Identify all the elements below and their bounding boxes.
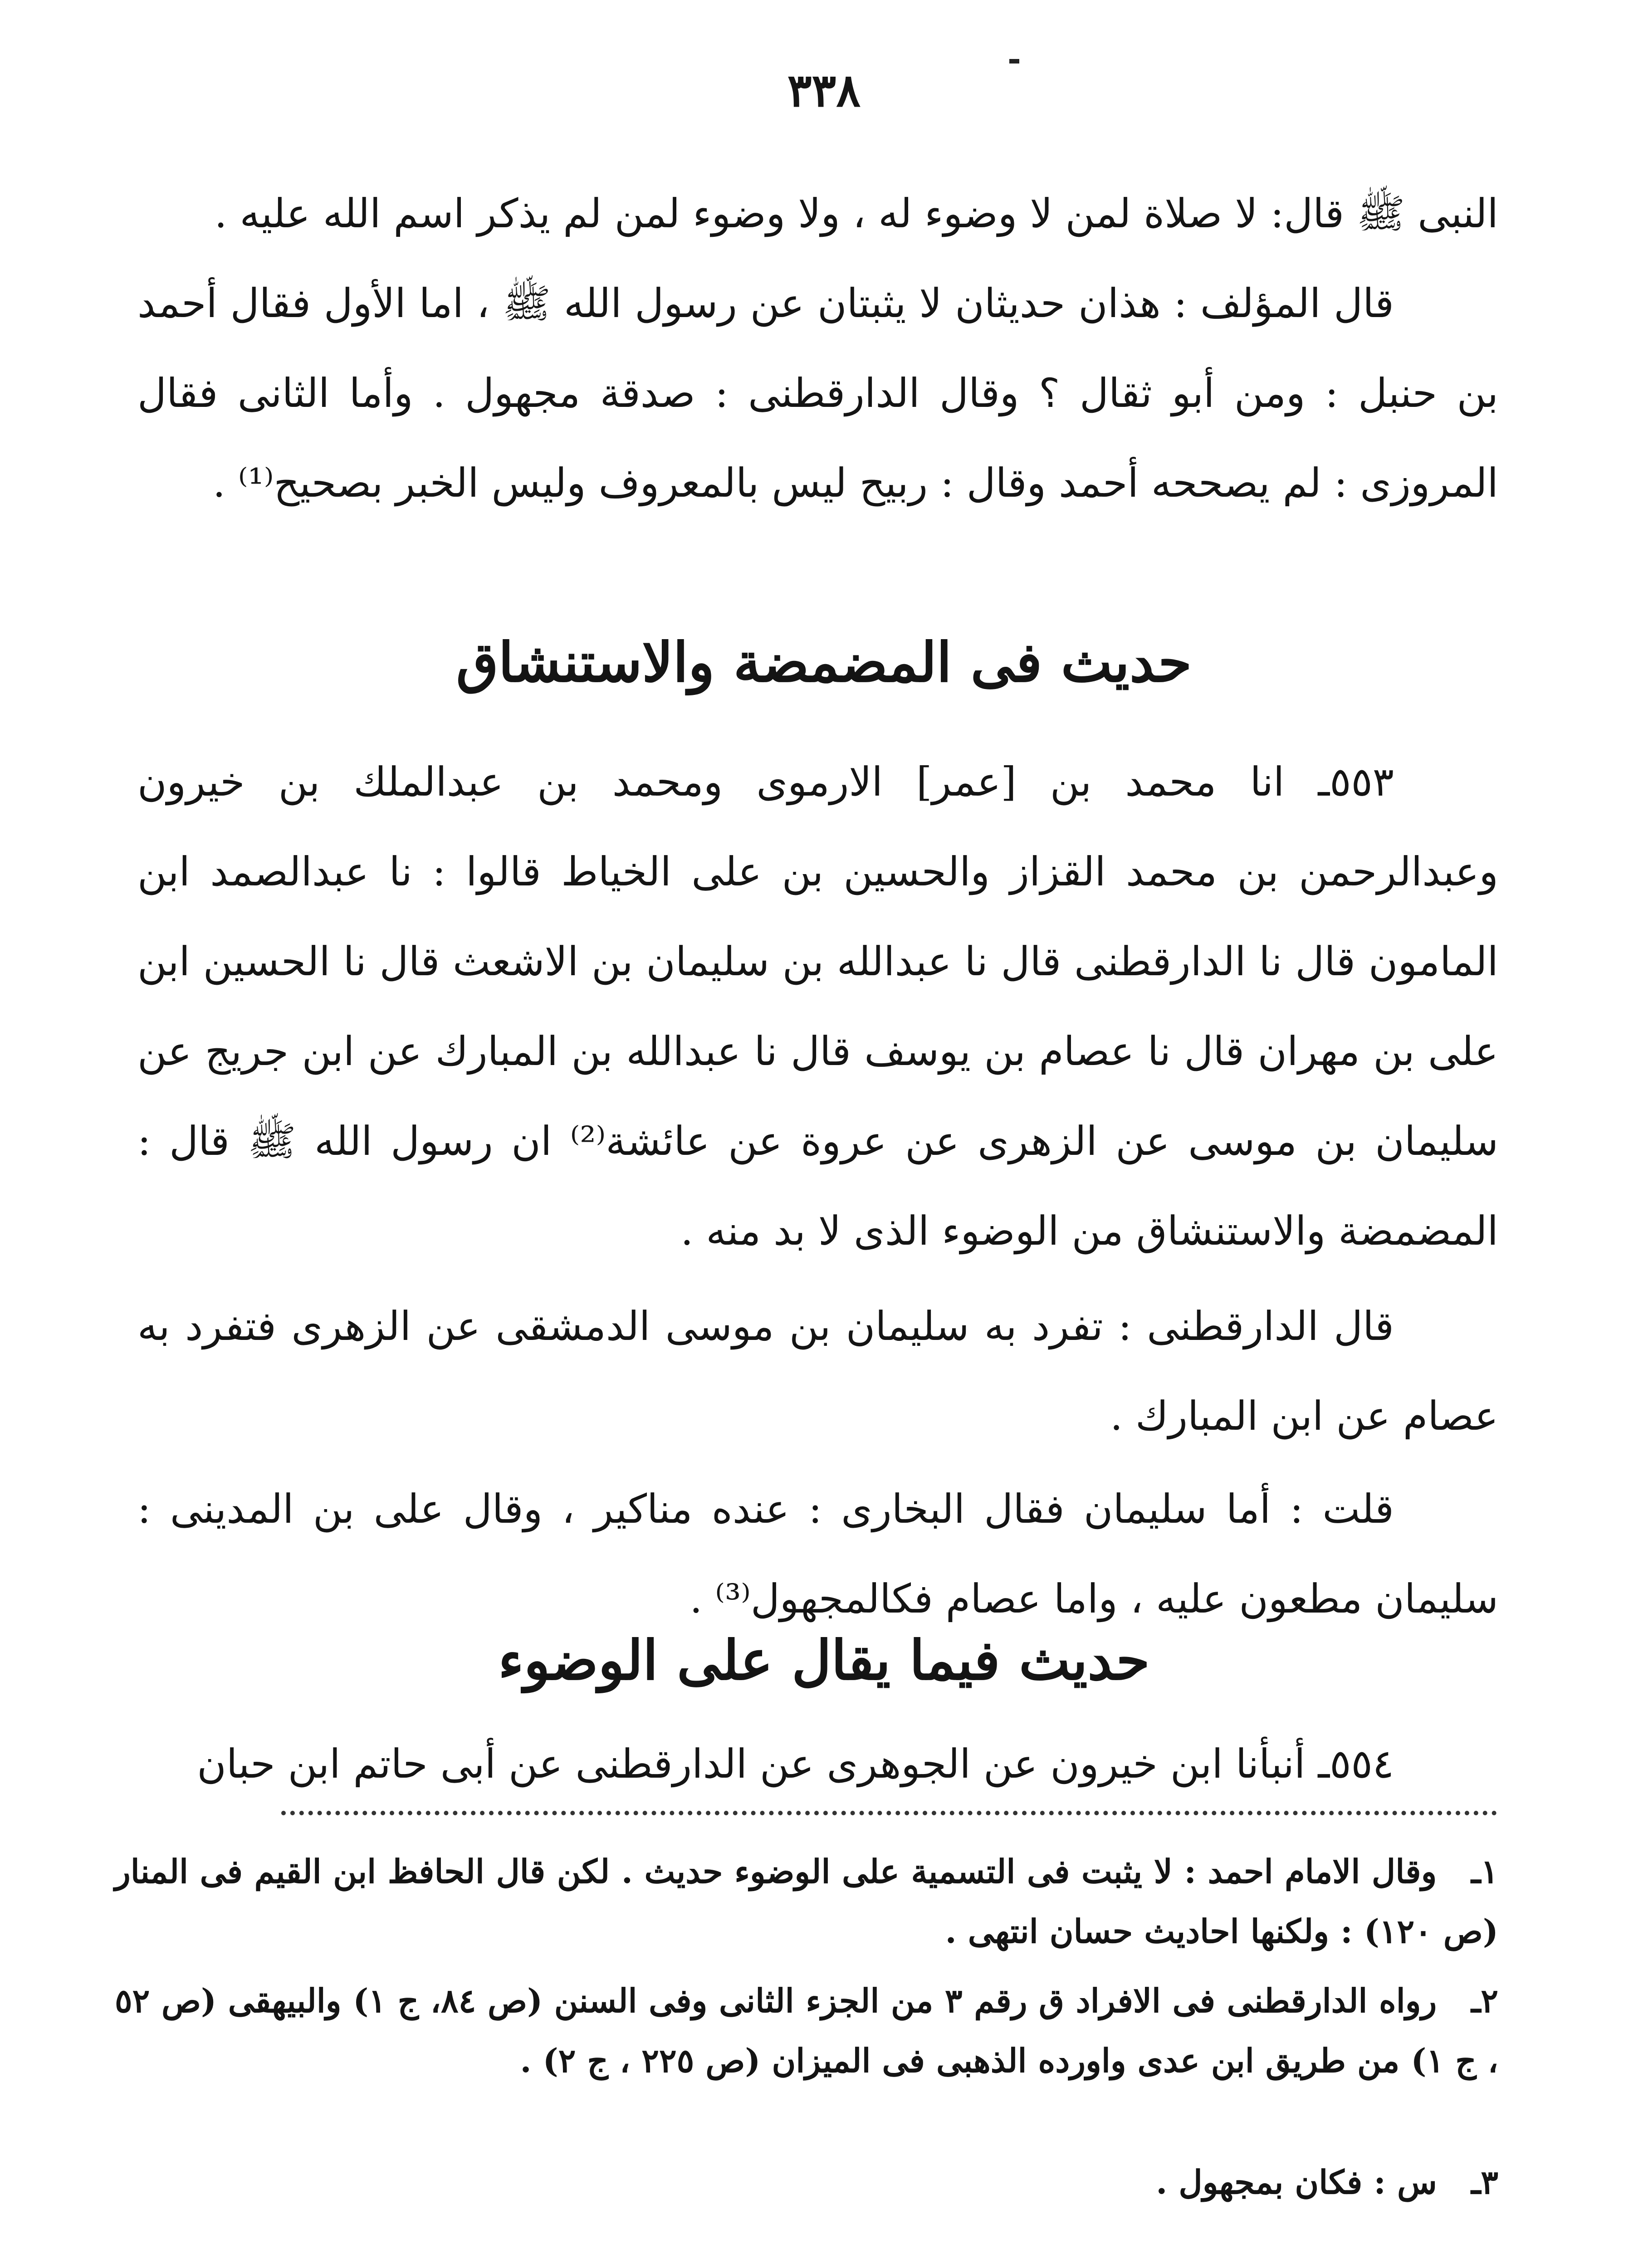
- footnote-3: [115, 2152, 1498, 2212]
- footnote-1-number: ١ـ: [1471, 1852, 1498, 1891]
- section-heading-madmada: حديث فى المضمضة والاستنشاق: [456, 631, 1192, 694]
- paragraph-daraqutni-comment: قال الدارقطنى : تفرد به سليمان بن موسى الدمشقى عن الزهرى فتفرد به عصام عن ابن المبارك .: [137, 1303, 1498, 1439]
- footnote-3-text: س : فكان بمجهول .: [1156, 2163, 1437, 2201]
- footnote-3-number: ٣ـ: [1471, 2163, 1498, 2201]
- section-heading-wudu-supplication: حديث فيما يقال على الوضوء: [498, 1628, 1150, 1692]
- footnote-separator: [281, 1811, 1497, 1815]
- paragraph-prophet-saying: النبى ﷺ قال: لا صلاة لمن لا وضوء له ، ولا وضوء لمن لم يذكر اسم الله عليه .: [214, 190, 1498, 237]
- footnote-2-number: ٢ـ: [1471, 1981, 1498, 2020]
- ink-mark: [1009, 59, 1019, 64]
- paragraph-hadith-554: ٥٥٤ـ أنبأنا ابن خيرون عن الجوهرى عن الدارقطنى عن أبى حاتم ابن حبان: [197, 1740, 1394, 1787]
- paragraph-author-note: قلت : أما سليمان فقال البخارى : عنده مناكير ، وقال على بن المدينى : سليمان مطعون عليه ، واما عصام فكالمجهول⁽³⁾ .: [137, 1486, 1498, 1622]
- paragraph-author-comment: قال المؤلف : هذان حديثان لا يثبتان عن رسول الله ﷺ ، اما الأول فقال أحمد بن حنبل : ومن أبو ثقال ؟ وقال الدارقطنى : صدقة مجهول . وأما الثانى فقال المروزى : لم يصححه أحمد وقال : ربيح ليس بالمعروف وليس الخبر بصحيح⁽¹⁾ .: [137, 280, 1498, 506]
- footnote-1-text: وقال الامام احمد : لا يثبت فى التسمية على الوضوء حديث . لكن قال الحافظ ابن القيم فى المنار (ص ١٢٠) : ولكنها احاديث حسان انتهى .: [115, 1852, 1498, 1950]
- page-number: ٣٣٨: [787, 64, 861, 117]
- footnote-2-text: رواه الدارقطنى فى الافراد ق رقم ٣ من الجزء الثانى وفى السنن (ص ٨٤، ج ١) والبيهقى (ص ٥٢ ، ج ١) من طريق ابن عدى واورده الذهبى فى الميزان (ص ٢٢٥ ، ج ٢) .: [115, 1981, 1498, 2080]
- footnote-1: [115, 1842, 1498, 1961]
- footnote-2: [115, 1971, 1498, 2091]
- paragraph-hadith-553: ٥٥٣ـ انا محمد بن [عمر] الارموى ومحمد بن عبدالملك بن خيرون وعبدالرحمن بن محمد القزاز والحسين بن على الخياط قالوا : نا عبدالصمد ابن المامون قال نا الدارقطنى قال نا عبدالله بن سليمان بن الاشعث قال نا الحسين ابن على بن مهران قال نا عصام بن يوسف قال نا عبدالله بن المبارك عن ابن جريج عن سليمان بن موسى عن الزهرى عن عروة عن عائشة⁽²⁾ ان رسول الله ﷺ قال : المضمضة والاستنشاق من الوضوء الذى لا بد منه .: [137, 758, 1499, 1254]
